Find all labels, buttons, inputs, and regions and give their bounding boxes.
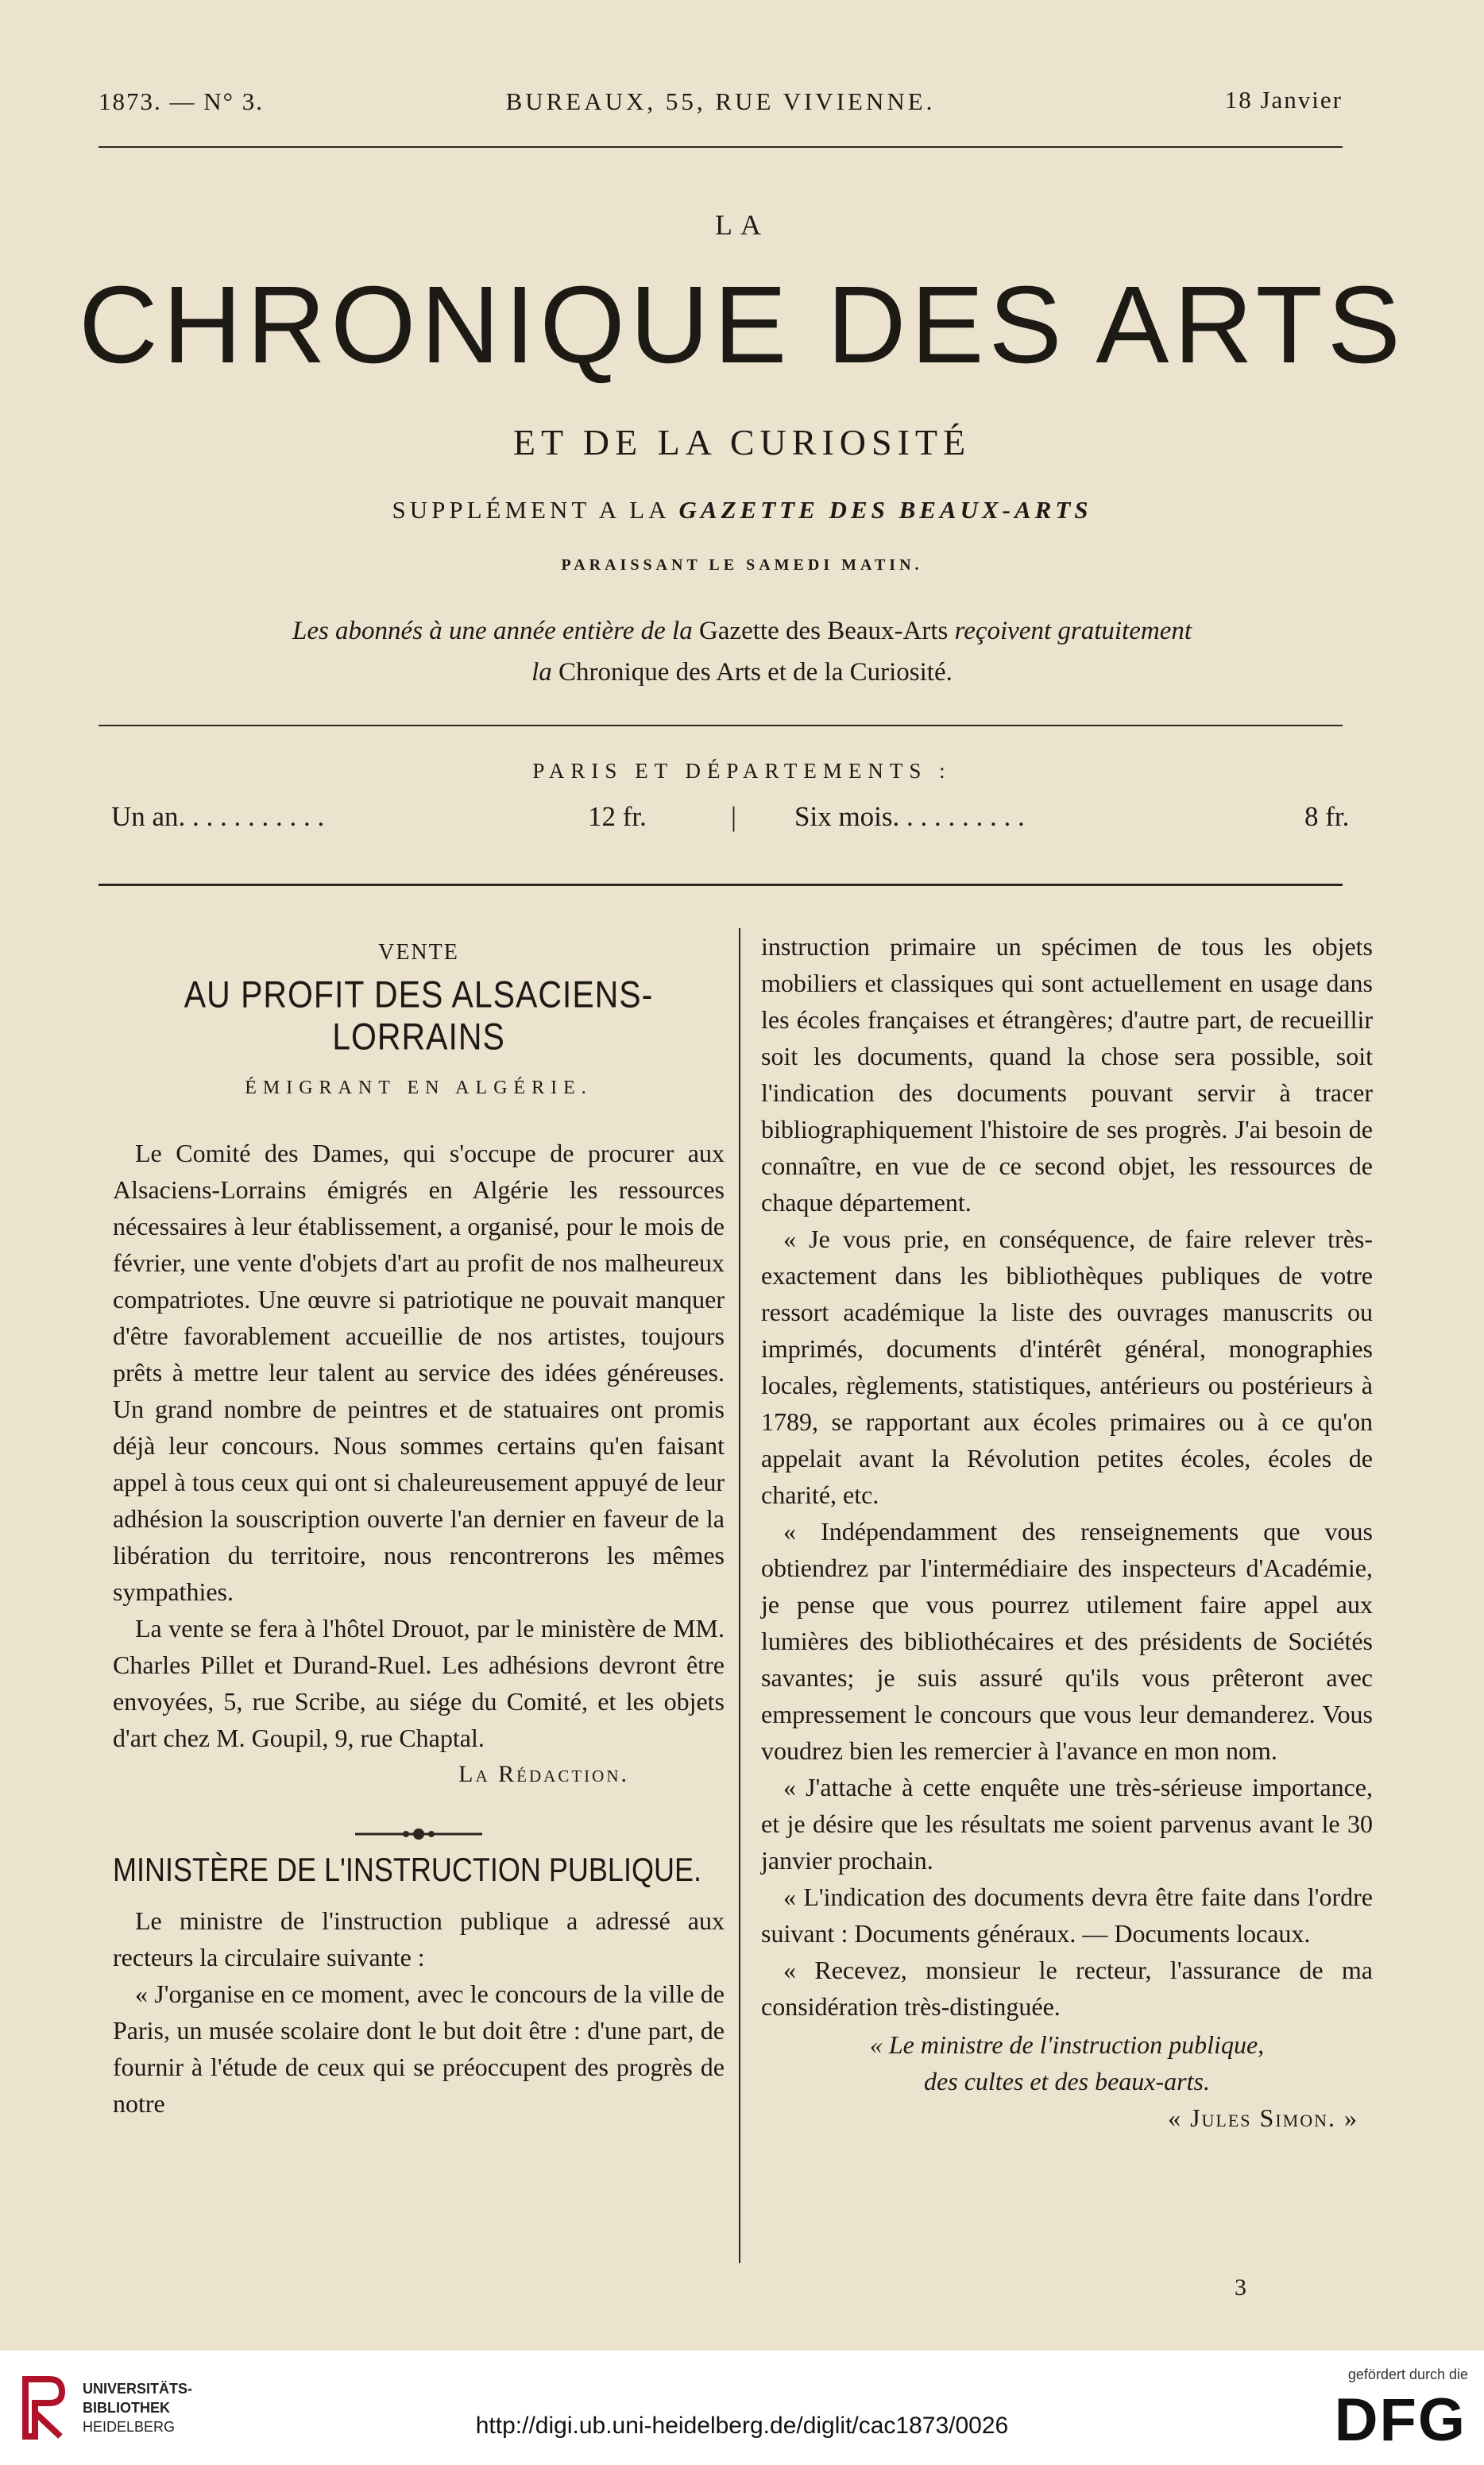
year-label: Un an. . . . . . . . . . . [111, 801, 325, 832]
article2-quote: « J'organise en ce moment, avec le concours de la ville de Paris, un musée scolaire dont le but doit être : d'une part, de fournir à l'étude de ceux qui se préoccupent des progrès de notre [113, 1979, 725, 2118]
article2-quote: « L'indication des documents devra être faite dans l'ordre suivant : Documents généraux. — Documents locaux. [761, 1883, 1373, 1948]
newspaper-title: CHRONIQUE DES ARTS [79, 264, 1405, 386]
notice-text-a: Les abonnés à une année entière de la [292, 617, 693, 645]
issue-date: 18 Janvier [1224, 86, 1343, 114]
sponsor-label: gefördert durch die [1347, 2366, 1468, 2382]
notice-text-e: Chronique des Arts et de la Curiosité. [558, 658, 953, 687]
article1-paragraph: La vente se fera à l'hôtel Drouot, par le ministère de MM. Charles Pillet et Durand-Ruel. Les adhésions devront être envoyées, 5, rue Scribe, au siége du Comité, et les objets d'art chez M. Goupil, 9, rue Chaptal. [113, 1614, 725, 1752]
six-months-price: 8 fr. [1304, 801, 1350, 832]
page-number: 3 [1235, 2274, 1246, 2301]
notice-text-c: reçoivent gratuitement [954, 617, 1192, 645]
left-column [113, 928, 725, 2122]
section-rule [99, 884, 1343, 886]
issue-number: 1873. — N° 3. [99, 87, 265, 115]
article1-kicker: VENTE [378, 940, 459, 965]
minister-title: « Le ministre de l'instruction publique, [869, 2030, 1265, 2059]
supplement-publication: GAZETTE DES BEAUX-ARTS [678, 496, 1092, 524]
article1-headline: AU PROFIT DES ALSACIENS-LORRAINS [184, 973, 654, 1058]
masthead-rule [99, 725, 1343, 726]
schedule-line: PARAISSANT LE SAMEDI MATIN. [561, 556, 923, 574]
article1-paragraph: Le Comité des Dames, qui s'occupe de procurer aux Alsaciens-Lorrains émigrés en Algérie les ressources nécessaires à leur établissement, a organisé, pour le mois de février, une vente d'objets d'art au profit de nos malheureux compatriotes. Une œuvre si patriotique ne pouvait manquer d'être favorablement accueillie de nos artistes, toujours prêts à mettre leur talent au service des idées généreuses. Un grand nombre de peintres et de statuaires ont promis déjà leur concours. Nous sommes certains qu'en faisant appel à tous ceux qui ont si chaleureusement appuyé de leur adhésion la souscription ouverte l'an dernier en faveur de la libération du territoire, nous rencontrerons les mêmes sympathies. [113, 1139, 725, 1606]
six-months-label: Six mois. . . . . . . . . . [794, 801, 1025, 832]
minister-signature: « Jules Simon. » [1168, 2103, 1358, 2132]
library-line: HEIDELBERG [83, 2419, 176, 2435]
ornament-divider [113, 1815, 725, 1831]
top-rule [99, 146, 1343, 148]
article2-quote: « Recevez, monsieur le recteur, l'assurance de ma considération très-distinguée. [761, 1956, 1373, 2021]
digitization-footer [0, 2351, 1484, 2465]
issue-line [99, 81, 1343, 129]
dfg-logo: DFG [1334, 2386, 1467, 2454]
article2-headline: MINISTÈRE DE L'INSTRUCTION PUBLIQUE. [113, 1850, 701, 1888]
notice-text-b: Gazette des Beaux-Arts [698, 617, 949, 645]
year-price: 12 fr. [588, 801, 647, 832]
library-line: BIBLIOTHEK [83, 2400, 170, 2416]
library-line: UNIVERSITÄTS- [83, 2381, 193, 2397]
office-address: BUREAUX, 55, RUE VIVIENNE. [505, 87, 936, 115]
source-url-link[interactable]: http://digi.ub.uni-heidelberg.de/diglit/cac1873/0026 [475, 2413, 1009, 2439]
article1-subhead: ÉMIGRANT EN ALGÉRIE. [245, 1078, 593, 1098]
subscription-region: PARIS ET DÉPARTEMENTS : [532, 759, 952, 783]
notice-text-d: la [531, 658, 552, 687]
subscription-prices [99, 801, 1358, 846]
supplement-line [0, 496, 1484, 524]
article2-intro: Le ministre de l'instruction publique a adressé aux recteurs la circulaire suivante : [113, 1906, 725, 1972]
right-column [761, 928, 1373, 2136]
column-divider [739, 928, 740, 2263]
article2-quote: « Indépendamment des renseignements que vous obtiendrez par l'intermédiaire des inspecteurs d'Académie, je pense que vous pourrez utilement faire appel aux lumières des bibliothécaires et des présidents de Sociétés savantes; je suis assuré qu'ils vous prêteront avec empressement le concours que vous leur demanderez. Vous voudrez bien les remercier à l'avance en mon nom. [761, 1517, 1373, 1765]
article2-quote: « Je vous prie, en conséquence, de faire relever très-exactement dans les bibliothèques publiques de votre ressort académique la liste des ouvrages manuscrits ou imprimés, documents d'intérêt général, monographies locales, règlements, statistiques, antérieurs ou postérieurs à 1789, se rapportant aux écoles primaires ou à ce qu'on appelait avant la Révolution petites écoles, écoles de charité, etc. [761, 1225, 1373, 1509]
price-separator: | [731, 801, 737, 832]
minister-title-cont: des cultes et des beaux-arts. [924, 2067, 1210, 2095]
supplement-prefix: SUPPLÉMENT A LA [392, 496, 669, 524]
subscriber-notice [111, 610, 1373, 693]
article1-signature: La Rédaction. [458, 1761, 629, 1787]
article2-quote-continued: instruction primaire un spécimen de tous les objets mobiliers et classiques qui sont actuellement en usage dans les écoles françaises et étrangères; d'autre part, de recueillir soit les documents, quand la chose sera possible, soit l'indication des documents pouvant servir à tracer bibliographiquement l'histoire de ses progrès. J'ai besoin de connaître, en vue de ce second objet, les ressources de chaque département. [761, 932, 1373, 1217]
newspaper-subtitle: ET DE LA CURIOSITÉ [512, 422, 972, 462]
title-article: LA [715, 209, 769, 241]
article2-quote: « J'attache à cette enquête une très-sérieuse importance, et je désire que les résultats me soient parvenus avant le 30 janvier prochain. [761, 1773, 1373, 1875]
